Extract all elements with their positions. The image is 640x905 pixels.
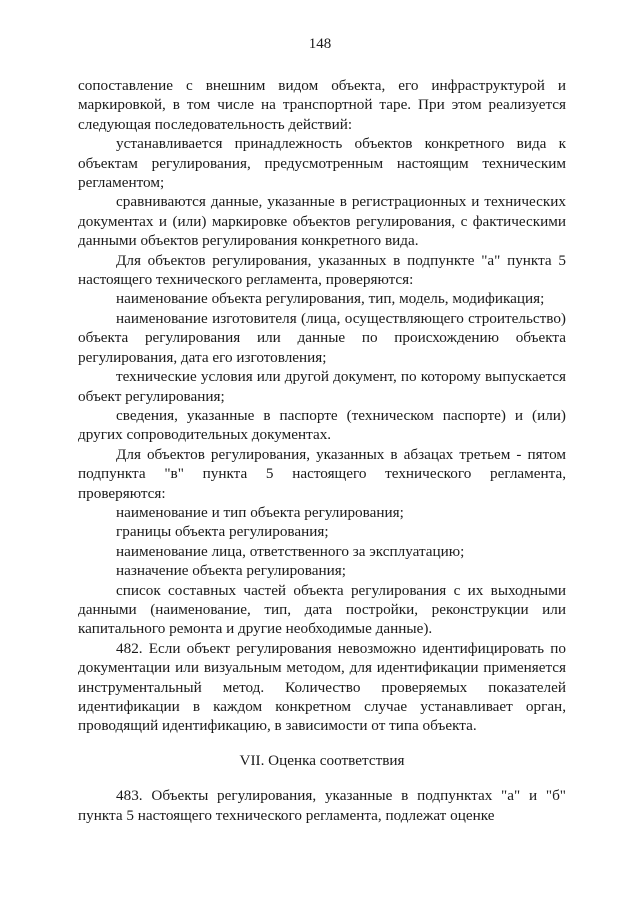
page-number: 148 xyxy=(308,36,332,52)
section-heading: VII. Оценка соответствия xyxy=(239,751,405,769)
paragraph: наименование изготовителя (лица, осуществляющего строительство) объекта регулирования или данные по происхождению объекта регулирования, дата его изготовления; xyxy=(78,309,566,366)
document-body xyxy=(78,76,566,825)
paragraph: устанавливается принадлежность объектов конкретного вида к объектам регулирования, предусмотренным настоящим техническим регламентом; xyxy=(78,135,566,192)
paragraph: технические условия или другой документ, по которому выпускается объект регулирования; xyxy=(78,368,566,405)
paragraph: наименование и тип объекта регулирования; xyxy=(116,503,404,521)
paragraph: наименование лица, ответственного за эксплуатацию; xyxy=(116,542,465,560)
paragraph: сведения, указанные в паспорте (техническом паспорте) и (или) других сопроводительных документах. xyxy=(78,406,566,444)
paragraph: назначение объекта регулирования; xyxy=(116,562,346,580)
paragraph: наименование объекта регулирования, тип, модель, модификация; xyxy=(116,290,545,308)
paragraph: сравниваются данные, указанные в регистрационных и технических документах и (или) маркировке объектов регулирования, с фактическими данными объектов регулирования конкретного вида. xyxy=(78,193,566,250)
paragraph: Для объектов регулирования, указанных в абзацах третьем - пятом подпункта "в" пункта 5 настоящего технического регламента, проверяются: xyxy=(78,445,566,502)
paragraph: Для объектов регулирования, указанных в подпункте "а" пункта 5 настоящего технического регламента, проверяются: xyxy=(78,251,566,289)
paragraph: список составных частей объекта регулирования с их выходными данными (наименование, тип, дата постройки, реконструкции или капитального ремонта и другие необходимые данные). xyxy=(78,581,566,638)
paragraph-483: 483. Объекты регулирования, указанные в подпунктах "а" и "б" пункта 5 настоящего технического регламента, подлежат оценке xyxy=(78,787,566,824)
paragraph-continuation: сопоставление с внешним видом объекта, его инфраструктурой и маркировкой, в том числе на транспортной таре. При этом реализуется следующая последовательность действий: xyxy=(78,77,566,133)
paragraph-482: 482. Если объект регулирования невозможно идентифицировать по документации или визуальным методом, для идентификации применяется инструментальный метод. Количество проверяемых показателей идентификации в каждом конкретном случае устанавливает орган, проводящий идентификацию, в зависимости от типа объекта. xyxy=(78,639,566,735)
paragraph: границы объекта регулирования; xyxy=(116,523,329,541)
